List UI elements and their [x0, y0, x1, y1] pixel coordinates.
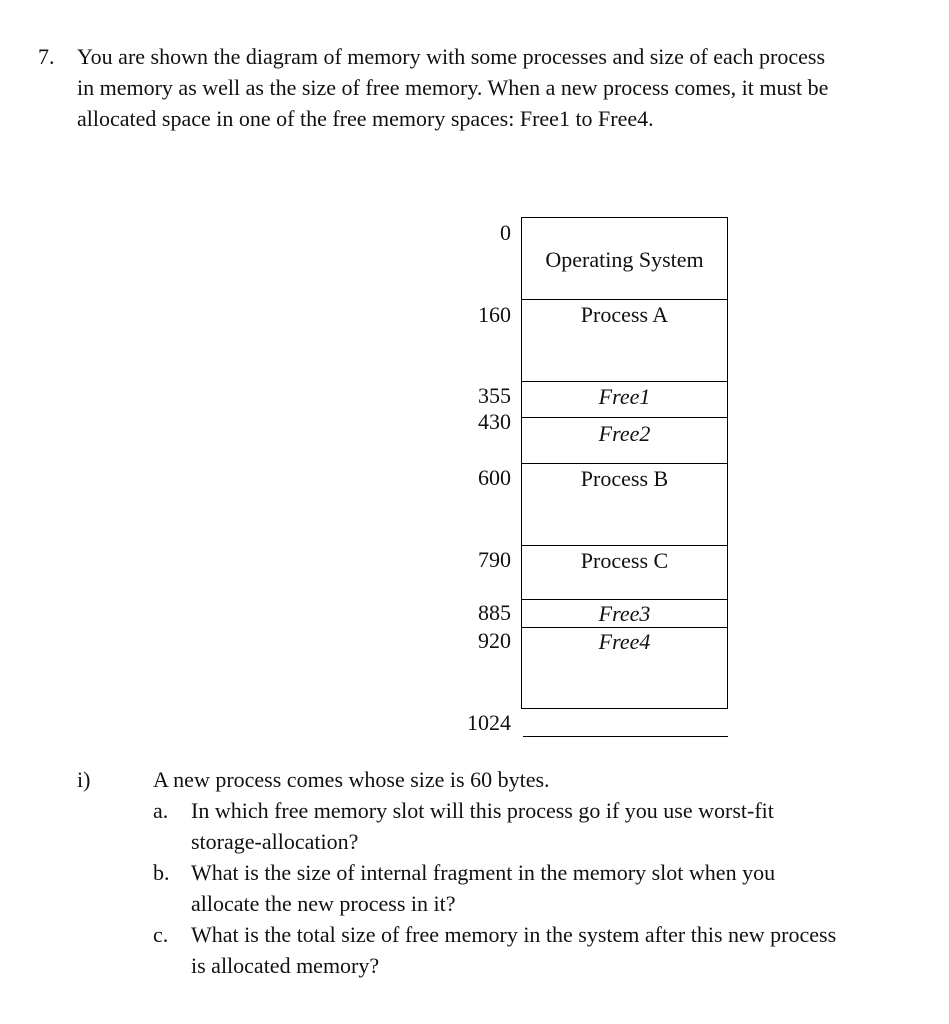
part-text — [191, 919, 891, 981]
part-letter: b. — [153, 860, 170, 885]
segment-process-b: Process B — [580, 466, 669, 491]
address-label: 355 — [478, 383, 511, 408]
part-line: What is the size of internal fragment in the memory slot when you — [191, 860, 776, 885]
segment-free2: Free2 — [598, 421, 651, 446]
address-label: 885 — [478, 600, 511, 625]
subquestion-intro: A new process comes whose size is 60 bytes. — [153, 767, 550, 792]
question-text — [77, 41, 897, 134]
part-letter: a. — [153, 798, 169, 823]
segment-divider — [522, 299, 727, 300]
memory-box — [521, 217, 728, 709]
segment-divider — [522, 545, 727, 546]
address-label: 920 — [478, 628, 511, 653]
part-line: storage-allocation? — [191, 829, 359, 854]
segment-process-a: Process A — [580, 302, 669, 327]
segment-free3: Free3 — [598, 601, 651, 626]
segment-divider — [522, 627, 727, 628]
part-text — [191, 857, 891, 919]
address-label: 600 — [478, 465, 511, 490]
address-label: 0 — [500, 220, 511, 245]
part-line: allocate the new process in it? — [191, 891, 456, 916]
segment-process-c: Process C — [580, 548, 669, 573]
part-line: In which free memory slot will this process go if you use worst-fit — [191, 798, 774, 823]
question-line: allocated space in one of the free memory spaces: Free1 to Free4. — [77, 106, 654, 131]
segment-divider — [522, 599, 727, 600]
segment-free4: Free4 — [598, 629, 651, 654]
segment-divider — [522, 463, 727, 464]
part-line: is allocated memory? — [191, 953, 380, 978]
segment-divider — [522, 417, 727, 418]
memory-end-line — [523, 736, 728, 737]
address-label: 160 — [478, 302, 511, 327]
question-line: You are shown the diagram of memory with some processes and size of each process — [77, 44, 826, 69]
question-line: in memory as well as the size of free memory. When a new process comes, it must be — [77, 75, 829, 100]
address-label: 430 — [478, 409, 511, 434]
part-text — [191, 795, 891, 857]
address-label: 790 — [478, 547, 511, 572]
question-number: 7. — [38, 44, 55, 69]
subquestion-number: i) — [77, 767, 91, 792]
part-letter: c. — [153, 922, 169, 947]
segment-operating-system: Operating System — [545, 247, 704, 272]
segment-divider — [522, 381, 727, 382]
segment-free1: Free1 — [598, 384, 651, 409]
address-label: 1024 — [467, 710, 511, 735]
part-line: What is the total size of free memory in the system after this new process — [191, 922, 837, 947]
